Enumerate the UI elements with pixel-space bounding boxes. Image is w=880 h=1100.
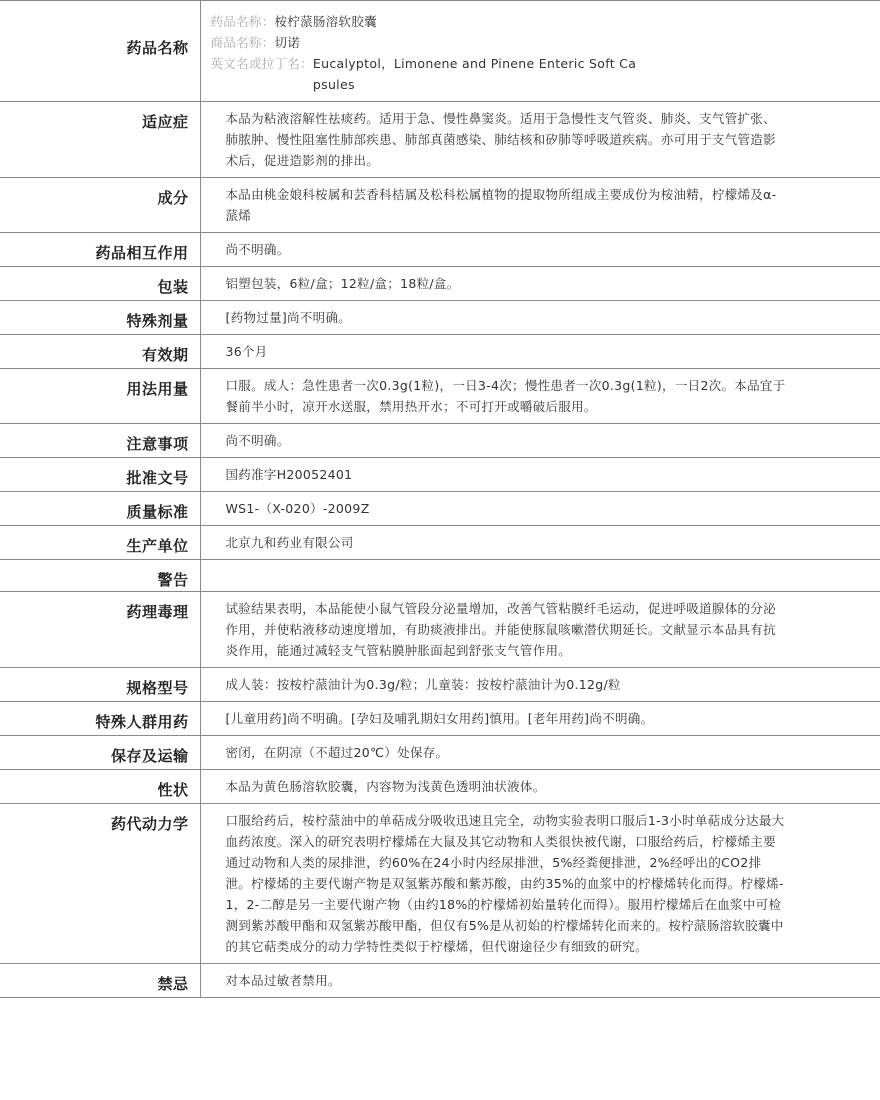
- trade-name-value: 切诺: [274, 35, 301, 50]
- row-value: 本品由桃金娘科桉属和芸香科桔属及松科松属植物的提取物所组成主要成份为桉油精，柠檬烯及α-蒎烯: [200, 178, 880, 233]
- row-label: 包装: [0, 267, 200, 301]
- row-label: 药代动力学: [0, 804, 200, 964]
- row-special-populations: [0, 702, 880, 736]
- row-contraindications: [0, 964, 880, 998]
- row-value: 成人装：按桉柠蒎油计为0.3g/粒；儿童装：按桉柠蒎油计为0.12g/粒: [200, 668, 880, 702]
- row-value: [儿童用药]尚不明确。[孕妇及哺乳期妇女用药]慎用。[老年用药]尚不明确。: [200, 702, 880, 736]
- row-label: 生产单位: [0, 526, 200, 560]
- row-label: 规格型号: [0, 668, 200, 702]
- row-precautions: [0, 424, 880, 458]
- row-label: 性状: [0, 770, 200, 804]
- row-special-dosage: [0, 301, 880, 335]
- row-label: 药理毒理: [0, 592, 200, 668]
- row-value: 对本品过敏者禁用。: [200, 964, 880, 998]
- row-warning: [0, 560, 880, 592]
- row-value: 口服。成人：急性患者一次0.3g(1粒)，一日3-4次；慢性患者一次0.3g(1粒)，一日2次。本品宜于餐前半小时，凉开水送服，禁用热开水；不可打开或嚼破后服用。: [200, 369, 880, 424]
- row-label: 成分: [0, 178, 200, 233]
- row-specification: [0, 668, 880, 702]
- row-ingredients: [0, 178, 880, 233]
- row-value: 36个月: [200, 335, 880, 369]
- row-label: 特殊人群用药: [0, 702, 200, 736]
- row-value: 尚不明确。: [200, 233, 880, 267]
- generic-name-key: 药品名称：: [210, 14, 275, 29]
- row-approval-number: [0, 458, 880, 492]
- row-label: 用法用量: [0, 369, 200, 424]
- row-label: 警告: [0, 560, 200, 592]
- row-manufacturer: [0, 526, 880, 560]
- row-value: [200, 560, 880, 592]
- row-label: 有效期: [0, 335, 200, 369]
- row-value: 国药准字H20052401: [200, 458, 880, 492]
- row-value: 本品为黄色肠溶软胶囊，内容物为浅黄色透明油状液体。: [200, 770, 880, 804]
- row-label: 药品名称: [0, 1, 200, 102]
- row-packaging: [0, 267, 880, 301]
- trade-name-key: 商品名称：: [210, 35, 275, 50]
- generic-name-line: [211, 11, 880, 32]
- english-name-key: 英文名或拉丁名：: [210, 56, 313, 71]
- row-value: WS1-（X-020）-2009Z: [200, 492, 880, 526]
- row-shelf-life: [0, 335, 880, 369]
- row-value: 北京九和药业有限公司: [200, 526, 880, 560]
- row-value: 密闭，在阴凉（不超过20℃）处保存。: [200, 736, 880, 770]
- row-dosage: [0, 369, 880, 424]
- row-label: 批准文号: [0, 458, 200, 492]
- row-value: 口服给药后，桉柠蒎油中的单萜成分吸收迅速且完全，动物实验表明口服后1-3小时单萜成分达最大血药浓度。深入的研究表明柠檬烯在大鼠及其它动物和人类很快被代谢，口服给药后，柠檬烯主要通过动物和人类的尿排泄，约60%在24小时内经尿排泄，5%经粪便排泄，2%经呼出的CO2排泄。柠檬烯的主要代谢产物是双氢紫苏酸和紫苏酸，由约35%的血浆中的柠檬烯转化而得。柠檬烯-1，2-二醇是另一主要代谢产物（由约18%的柠檬烯初始量转化而得）。服用柠檬烯后在血浆中可检测到紫苏酸甲酯和双氢紫苏酸甲酯，但仅有5%是从初始的柠檬烯转化而来的。桉柠蒎肠溶软胶囊中的其它萜类成分的动力学特性类似于柠檬烯，但代谢途径少有细致的研究。: [200, 804, 880, 964]
- generic-name-value: 桉柠蒎肠溶软胶囊: [274, 14, 377, 29]
- row-label: 适应症: [0, 102, 200, 178]
- row-value: [药物过量]尚不明确。: [200, 301, 880, 335]
- row-label: 药品相互作用: [0, 233, 200, 267]
- row-value: 铝塑包装，6粒/盒；12粒/盒；18粒/盒。: [200, 267, 880, 301]
- drug-names-block: [200, 1, 880, 102]
- trade-name-line: [211, 32, 880, 53]
- row-label: 禁忌: [0, 964, 200, 998]
- english-name-line: [211, 53, 880, 95]
- row-label: 保存及运输: [0, 736, 200, 770]
- row-label: 注意事项: [0, 424, 200, 458]
- row-appearance: [0, 770, 880, 804]
- row-value: 尚不明确。: [200, 424, 880, 458]
- row-label: 质量标准: [0, 492, 200, 526]
- row-storage: [0, 736, 880, 770]
- row-drug-name: [0, 1, 880, 102]
- row-pharmacology: [0, 592, 880, 668]
- row-quality-standard: [0, 492, 880, 526]
- row-indications: [0, 102, 880, 178]
- english-name-value: Eucalyptol，Limonene and Pinene Enteric Soft Capsules: [312, 56, 637, 92]
- row-value: 本品为粘液溶解性祛痰药。适用于急、慢性鼻窦炎。适用于急慢性支气管炎、肺炎、支气管扩张、肺脓肿、慢性阻塞性肺部疾患、肺部真菌感染、肺结核和矽肺等呼吸道疾病。亦可用于支气管造影术后，促进造影剂的排出。: [200, 102, 880, 178]
- row-interactions: [0, 233, 880, 267]
- row-pharmacokinetics: [0, 804, 880, 964]
- row-value: 试验结果表明，本品能使小鼠气管段分泌量增加，改善气管粘膜纤毛运动，促进呼吸道腺体的分泌作用，并使粘液移动速度增加，有助痰液排出。并能使豚鼠咳嗽潜伏期延长。文献显示本品具有抗炎作用，能通过减轻支气管粘膜肿胀面起到舒张支气管作用。: [200, 592, 880, 668]
- row-label: 特殊剂量: [0, 301, 200, 335]
